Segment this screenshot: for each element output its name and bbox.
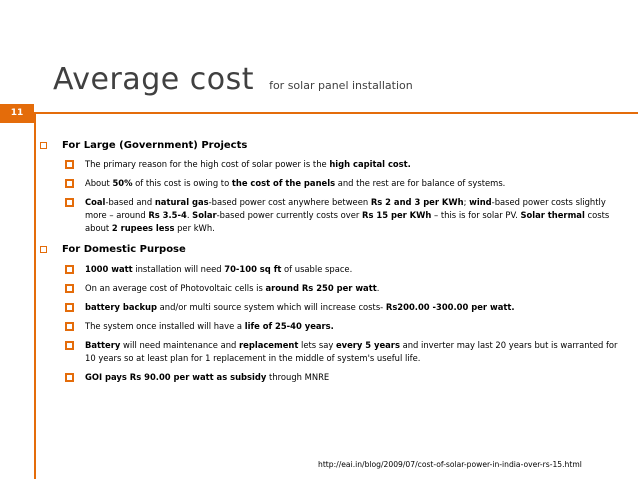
text: – this is for solar PV. [431,210,521,220]
text: -based power currently costs over [216,210,363,220]
section-heading [40,243,630,257]
text: . [376,283,380,293]
bullet-item [65,371,625,384]
text: . [186,210,193,220]
bold-text: Rs 15 per KWh [362,210,432,220]
bold-text: battery backup [85,302,157,312]
section-heading-text: For Large (Government) Projects [62,140,248,151]
bold-text: life of 25-40 years. [244,321,334,331]
text: and/or multi source system which will increase costs- [156,302,386,312]
bold-text: 70-100 sq ft [224,264,282,274]
text: per kWh. [174,223,215,233]
bullet-item [65,158,625,171]
bullet-content [40,139,630,390]
source-link[interactable]: http://eai.in/blog/2009/07/cost-of-solar-power-in-india-over-rs-15.html [318,460,582,469]
title-main: Average cost [53,62,254,97]
text: The primary reason for the high cost of solar power is the [85,159,330,169]
bold-text: wind [469,197,492,207]
text: and inverter may last 20 years but is warranted for 10 years so at least plan for 1 replacement in the middle of system's useful life. [85,340,618,363]
bold-text: 2 rupees less [111,223,175,233]
filled-square-bullet-icon [65,341,74,350]
bold-text: Rs200.00 -300.00 per watt. [385,302,515,312]
filled-square-bullet-icon [65,284,74,293]
filled-square-bullet-icon [65,303,74,312]
filled-square-bullet-icon [65,265,74,274]
bold-text: 1000 watt [85,264,133,274]
text: through MNRE [266,372,330,382]
text: On an average cost of Photovoltaic cells is [85,283,266,293]
text: costs about [85,210,610,233]
bold-text: Battery [85,340,121,350]
bold-text: every 5 years [335,340,400,350]
section-heading-text: For Domestic Purpose [62,244,186,255]
bold-text: 50% [112,178,133,188]
title-subtitle: for solar panel installation [269,79,413,92]
text: of this cost is owing to [132,178,232,188]
bullet-item [65,339,625,365]
text: installation will need [132,264,225,274]
filled-square-bullet-icon [65,160,74,169]
bold-text: Rs 3.5-4 [148,210,187,220]
bold-text: replacement [239,340,299,350]
bullet-item [65,196,625,235]
text: The system once installed will have a [85,321,245,331]
bold-text: Solar thermal [520,210,585,220]
bullet-item [65,263,625,276]
filled-square-bullet-icon [65,373,74,382]
bullet-item [65,177,625,190]
left-rule [34,112,36,479]
filled-square-bullet-icon [65,322,74,331]
bullet-item [65,320,625,333]
filled-square-bullet-icon [65,198,74,207]
square-bullet-icon [40,142,47,149]
bold-text: around Rs 250 per watt [265,283,377,293]
title-rule [34,112,638,114]
bold-text: GOI pays Rs 90.00 per watt as subsidy [85,372,267,382]
text: ; [463,197,470,207]
slide-title [53,62,413,97]
text: -based power costs slightly more – around [85,197,606,220]
square-bullet-icon [40,246,47,253]
bullet-item [65,301,625,314]
bold-text: Rs 2 and 3 per KWh [370,197,464,207]
text: lets say [298,340,336,350]
text: -based power cost anywhere between [208,197,371,207]
bold-text: the cost of the panels [231,178,336,188]
text: of usable space. [281,264,353,274]
filled-square-bullet-icon [65,179,74,188]
text: will need maintenance and [120,340,240,350]
text: About [85,178,113,188]
text: -based and [105,197,155,207]
bold-text: high capital cost. [329,159,411,169]
bold-text: Coal [85,197,106,207]
section-heading [40,139,630,153]
bold-text: Solar [192,210,217,220]
bullet-item [65,282,625,295]
bold-text: natural gas [154,197,209,207]
slide-number: 11 [0,104,34,123]
text: and the rest are for balance of systems. [335,178,506,188]
